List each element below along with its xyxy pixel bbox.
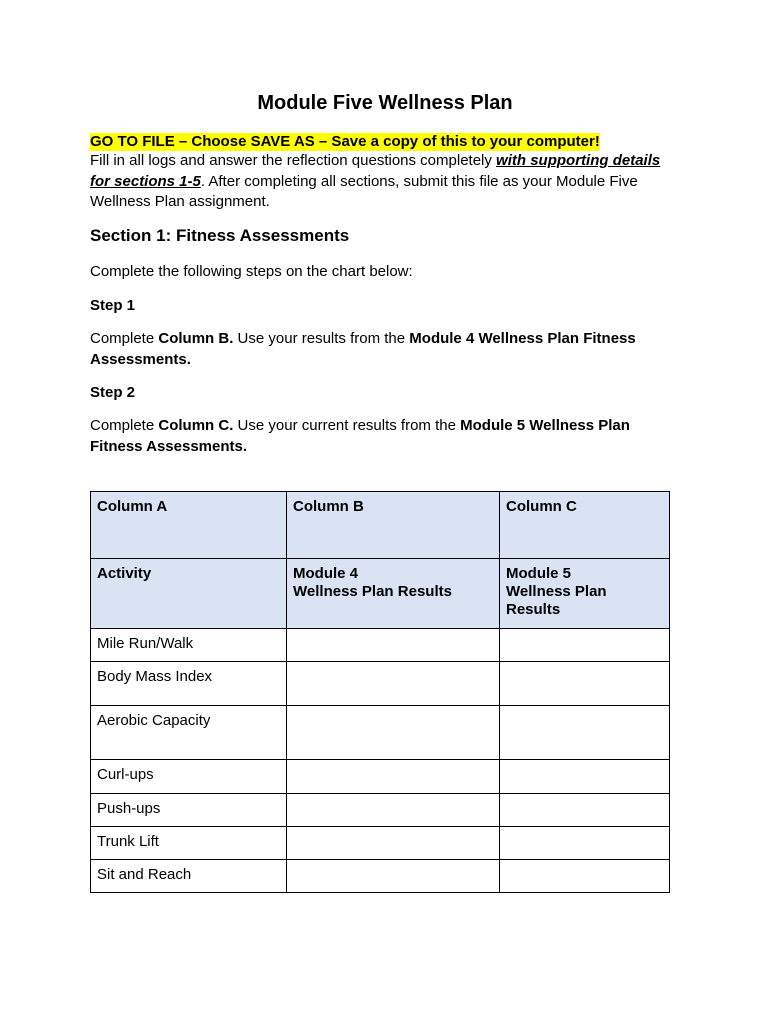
table-row	[91, 760, 670, 794]
activity-cell: Aerobic Capacity	[91, 706, 287, 760]
module5-line3: Results	[506, 601, 561, 618]
module5-line2: Wellness Plan	[506, 583, 607, 600]
step2-text-d: Module 5 Wellness Plan Fitness Assessments.	[90, 417, 630, 455]
module4-result-cell[interactable]	[287, 706, 500, 760]
module4-result-cell[interactable]	[287, 860, 500, 893]
intro-text-part2: . After completing all sections, submit this file as your Module Five Wellness Plan assignment.	[90, 172, 638, 210]
table-row	[91, 860, 670, 893]
document-title: Module Five Wellness Plan	[257, 92, 513, 114]
module4-result-cell[interactable]	[287, 827, 500, 860]
module5-result-cell[interactable]	[500, 706, 670, 760]
step1-text	[90, 328, 680, 370]
step1-text-b: Column B.	[158, 330, 234, 347]
module5-result-cell[interactable]	[500, 629, 670, 662]
module5-result-cell[interactable]	[500, 662, 670, 706]
subheader-module4	[287, 559, 500, 629]
intro-text-part1: Fill in all logs and answer the reflection questions completely	[90, 152, 497, 169]
module4-result-cell[interactable]	[287, 629, 500, 662]
module4-result-cell[interactable]	[287, 794, 500, 827]
subheader-activity: Activity	[91, 559, 287, 629]
step2-text-c: Use your current results from the	[233, 417, 461, 434]
step2-text	[90, 415, 680, 457]
table-row	[91, 662, 670, 706]
header-column-a: Column A	[91, 492, 287, 559]
table-row	[91, 706, 670, 760]
table-subheader-row	[91, 559, 670, 629]
intro-paragraph	[90, 151, 680, 213]
header-column-c: Column C	[500, 492, 670, 559]
fitness-assessment-table	[90, 491, 670, 893]
module5-line1: Module 5	[506, 565, 572, 582]
module4-result-cell[interactable]	[287, 662, 500, 706]
step1-text-d: Module 4 Wellness Plan Fitness Assessments.	[90, 330, 636, 368]
module5-result-cell[interactable]	[500, 760, 670, 794]
activity-cell: Push-ups	[91, 794, 287, 827]
table-row	[91, 629, 670, 662]
intro-emphasis: with supporting details for sections 1-5	[90, 152, 661, 190]
step2-text-b: Column C.	[158, 417, 234, 434]
step2-label: Step 2	[90, 384, 136, 401]
module5-result-cell[interactable]	[500, 827, 670, 860]
activity-cell: Trunk Lift	[91, 827, 287, 860]
table-row	[91, 827, 670, 860]
activity-cell: Mile Run/Walk	[91, 629, 287, 662]
activity-cell: Body Mass Index	[91, 662, 287, 706]
module4-line2: Wellness Plan Results	[293, 583, 452, 600]
table-header-row	[91, 492, 670, 559]
module5-result-cell[interactable]	[500, 794, 670, 827]
module4-result-cell[interactable]	[287, 760, 500, 794]
step1-text-a: Complete	[90, 330, 159, 347]
table-row	[91, 794, 670, 827]
step1-text-c: Use your results from the	[233, 330, 410, 347]
activity-cell: Curl-ups	[91, 760, 287, 794]
step2-text-a: Complete	[90, 417, 159, 434]
section1-instruction: Complete the following steps on the chart below:	[90, 263, 413, 280]
header-column-b: Column B	[287, 492, 500, 559]
step1-label: Step 1	[90, 297, 136, 314]
save-copy-notice: GO TO FILE – Choose SAVE AS – Save a copy of this to your computer!	[90, 133, 600, 150]
subheader-module5	[500, 559, 670, 629]
section1-heading: Section 1: Fitness Assessments	[90, 226, 350, 245]
module4-line1: Module 4	[293, 565, 359, 582]
module5-result-cell[interactable]	[500, 860, 670, 893]
activity-cell: Sit and Reach	[91, 860, 287, 893]
